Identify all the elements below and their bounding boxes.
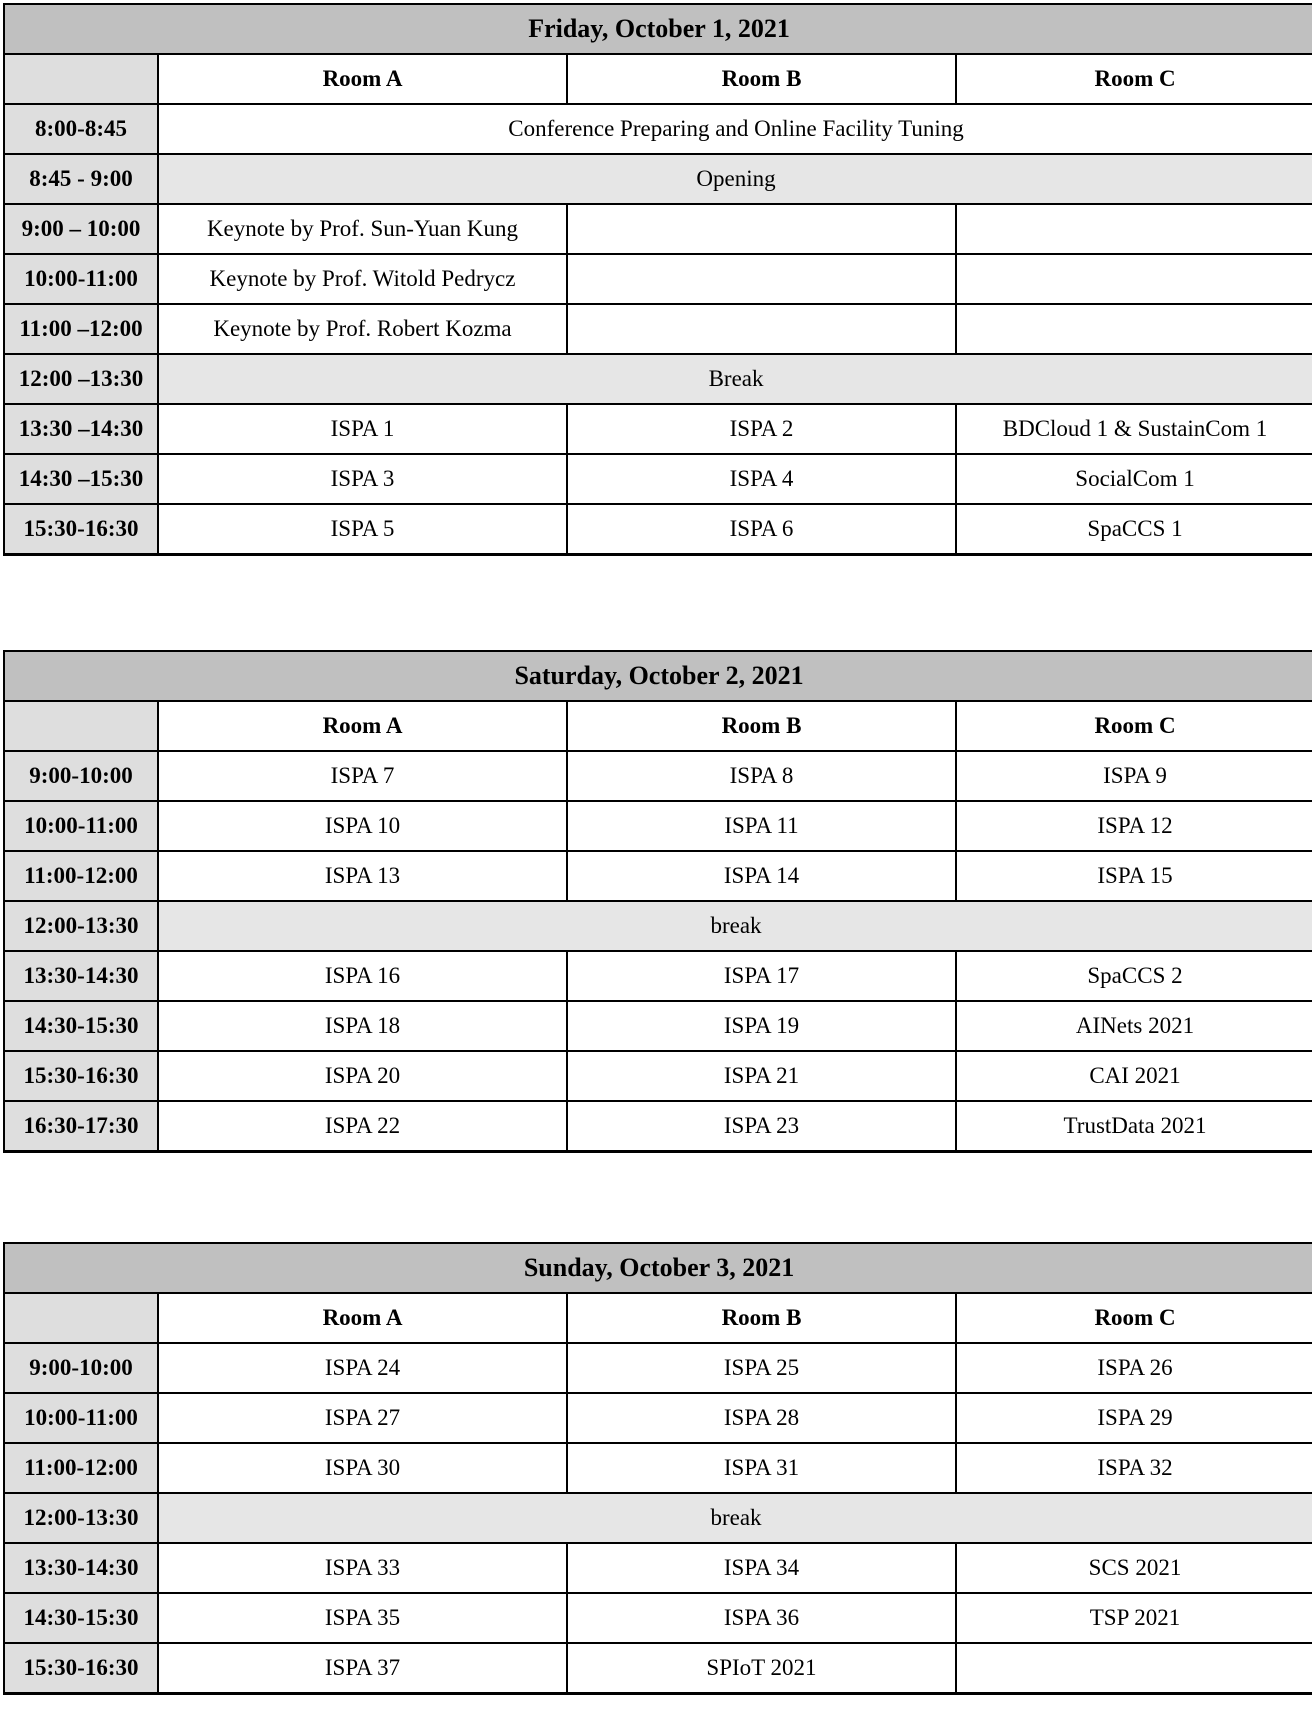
room-b-session: ISPA 14 <box>567 851 956 901</box>
room-c-session <box>956 304 1312 354</box>
room-b-session: ISPA 17 <box>567 951 956 1001</box>
room-a-session: ISPA 24 <box>158 1343 567 1393</box>
time-slot: 10:00-11:00 <box>4 801 158 851</box>
room-a-session: ISPA 13 <box>158 851 567 901</box>
sunday-schedule-table <box>3 1242 1312 1695</box>
table-row <box>4 1443 1312 1493</box>
room-c-session <box>956 254 1312 304</box>
time-slot: 14:30 –15:30 <box>4 454 158 504</box>
table-row <box>4 454 1312 504</box>
room-a-session: ISPA 35 <box>158 1593 567 1643</box>
room-b-session <box>567 204 956 254</box>
time-slot: 8:00-8:45 <box>4 104 158 154</box>
time-slot: 9:00-10:00 <box>4 751 158 801</box>
all-rooms-session: Break <box>158 354 1312 404</box>
room-b-session: ISPA 25 <box>567 1343 956 1393</box>
room-c-session: ISPA 26 <box>956 1343 1312 1393</box>
time-slot: 12:00-13:30 <box>4 1493 158 1543</box>
table-row <box>4 204 1312 254</box>
table-row <box>4 1643 1312 1693</box>
table-row <box>4 751 1312 801</box>
table-row <box>4 851 1312 901</box>
room-a-session: Keynote by Prof. Witold Pedrycz <box>158 254 567 304</box>
all-rooms-session: Conference Preparing and Online Facility Tuning <box>158 104 1312 154</box>
room-b-session: ISPA 19 <box>567 1001 956 1051</box>
day-title: Friday, October 1, 2021 <box>4 4 1312 54</box>
room-a-session: ISPA 18 <box>158 1001 567 1051</box>
table-row <box>4 1543 1312 1593</box>
room-c-session: ISPA 29 <box>956 1393 1312 1443</box>
room-a-session: ISPA 33 <box>158 1543 567 1593</box>
room-c-session <box>956 1643 1312 1693</box>
corner-cell <box>4 701 158 751</box>
time-slot: 15:30-16:30 <box>4 1643 158 1693</box>
saturday-schedule-table <box>3 650 1312 1153</box>
room-c-header: Room C <box>956 701 1312 751</box>
time-slot: 13:30-14:30 <box>4 951 158 1001</box>
time-slot: 11:00-12:00 <box>4 851 158 901</box>
time-slot: 13:30 –14:30 <box>4 404 158 454</box>
room-b-session <box>567 304 956 354</box>
table-row <box>4 1343 1312 1393</box>
time-slot: 12:00-13:30 <box>4 901 158 951</box>
table-row <box>4 1493 1312 1543</box>
room-a-session: ISPA 30 <box>158 1443 567 1493</box>
room-c-session: ISPA 32 <box>956 1443 1312 1493</box>
room-c-session: SpaCCS 2 <box>956 951 1312 1001</box>
time-slot: 10:00-11:00 <box>4 254 158 304</box>
room-a-header: Room A <box>158 54 567 104</box>
room-a-session: Keynote by Prof. Robert Kozma <box>158 304 567 354</box>
table-row <box>4 951 1312 1001</box>
time-slot: 8:45 - 9:00 <box>4 154 158 204</box>
room-b-session: ISPA 34 <box>567 1543 956 1593</box>
room-b-session: ISPA 11 <box>567 801 956 851</box>
room-b-header: Room B <box>567 1293 956 1343</box>
room-a-session: Keynote by Prof. Sun-Yuan Kung <box>158 204 567 254</box>
table-row <box>4 304 1312 354</box>
room-a-session: ISPA 37 <box>158 1643 567 1693</box>
room-a-session: ISPA 22 <box>158 1101 567 1151</box>
room-c-session: SCS 2021 <box>956 1543 1312 1593</box>
room-a-header: Room A <box>158 1293 567 1343</box>
time-slot: 11:00-12:00 <box>4 1443 158 1493</box>
room-c-header: Room C <box>956 54 1312 104</box>
room-c-session: ISPA 12 <box>956 801 1312 851</box>
table-row <box>4 1001 1312 1051</box>
room-c-session: SocialCom 1 <box>956 454 1312 504</box>
table-row <box>4 901 1312 951</box>
time-slot: 14:30-15:30 <box>4 1593 158 1643</box>
table-row <box>4 1393 1312 1443</box>
room-c-session: TSP 2021 <box>956 1593 1312 1643</box>
room-a-session: ISPA 16 <box>158 951 567 1001</box>
table-row <box>4 404 1312 454</box>
room-c-session: CAI 2021 <box>956 1051 1312 1101</box>
room-b-session: ISPA 2 <box>567 404 956 454</box>
room-a-session: ISPA 7 <box>158 751 567 801</box>
room-b-session: ISPA 36 <box>567 1593 956 1643</box>
room-c-session: BDCloud 1 & SustainCom 1 <box>956 404 1312 454</box>
time-slot: 10:00-11:00 <box>4 1393 158 1443</box>
all-rooms-session: Opening <box>158 154 1312 204</box>
day-title: Saturday, October 2, 2021 <box>4 651 1312 701</box>
room-c-session: ISPA 9 <box>956 751 1312 801</box>
friday-schedule-table <box>3 3 1312 556</box>
all-rooms-session: break <box>158 1493 1312 1543</box>
room-a-session: ISPA 5 <box>158 504 567 554</box>
room-b-session: ISPA 28 <box>567 1393 956 1443</box>
table-row <box>4 1101 1312 1151</box>
time-slot: 15:30-16:30 <box>4 504 158 554</box>
time-slot: 9:00 – 10:00 <box>4 204 158 254</box>
room-b-session: ISPA 8 <box>567 751 956 801</box>
corner-cell <box>4 1293 158 1343</box>
room-b-session: SPIoT 2021 <box>567 1643 956 1693</box>
corner-cell <box>4 54 158 104</box>
table-row <box>4 504 1312 554</box>
time-slot: 14:30-15:30 <box>4 1001 158 1051</box>
time-slot: 11:00 –12:00 <box>4 304 158 354</box>
room-a-session: ISPA 1 <box>158 404 567 454</box>
room-c-session <box>956 204 1312 254</box>
time-slot: 9:00-10:00 <box>4 1343 158 1393</box>
room-c-session: TrustData 2021 <box>956 1101 1312 1151</box>
table-row <box>4 154 1312 204</box>
table-row <box>4 104 1312 154</box>
table-row <box>4 801 1312 851</box>
room-b-session: ISPA 6 <box>567 504 956 554</box>
room-b-header: Room B <box>567 54 956 104</box>
room-b-session: ISPA 21 <box>567 1051 956 1101</box>
room-b-header: Room B <box>567 701 956 751</box>
room-c-session: ISPA 15 <box>956 851 1312 901</box>
room-c-session: AINets 2021 <box>956 1001 1312 1051</box>
room-c-session: SpaCCS 1 <box>956 504 1312 554</box>
room-a-session: ISPA 10 <box>158 801 567 851</box>
time-slot: 15:30-16:30 <box>4 1051 158 1101</box>
table-row <box>4 1051 1312 1101</box>
table-row <box>4 354 1312 404</box>
time-slot: 12:00 –13:30 <box>4 354 158 404</box>
room-a-session: ISPA 20 <box>158 1051 567 1101</box>
room-a-session: ISPA 3 <box>158 454 567 504</box>
time-slot: 13:30-14:30 <box>4 1543 158 1593</box>
room-b-session: ISPA 4 <box>567 454 956 504</box>
day-title: Sunday, October 3, 2021 <box>4 1243 1312 1293</box>
time-slot: 16:30-17:30 <box>4 1101 158 1151</box>
all-rooms-session: break <box>158 901 1312 951</box>
room-b-session: ISPA 23 <box>567 1101 956 1151</box>
table-row <box>4 1593 1312 1643</box>
room-c-header: Room C <box>956 1293 1312 1343</box>
room-b-session: ISPA 31 <box>567 1443 956 1493</box>
room-a-session: ISPA 27 <box>158 1393 567 1443</box>
room-b-session <box>567 254 956 304</box>
table-row <box>4 254 1312 304</box>
room-a-header: Room A <box>158 701 567 751</box>
